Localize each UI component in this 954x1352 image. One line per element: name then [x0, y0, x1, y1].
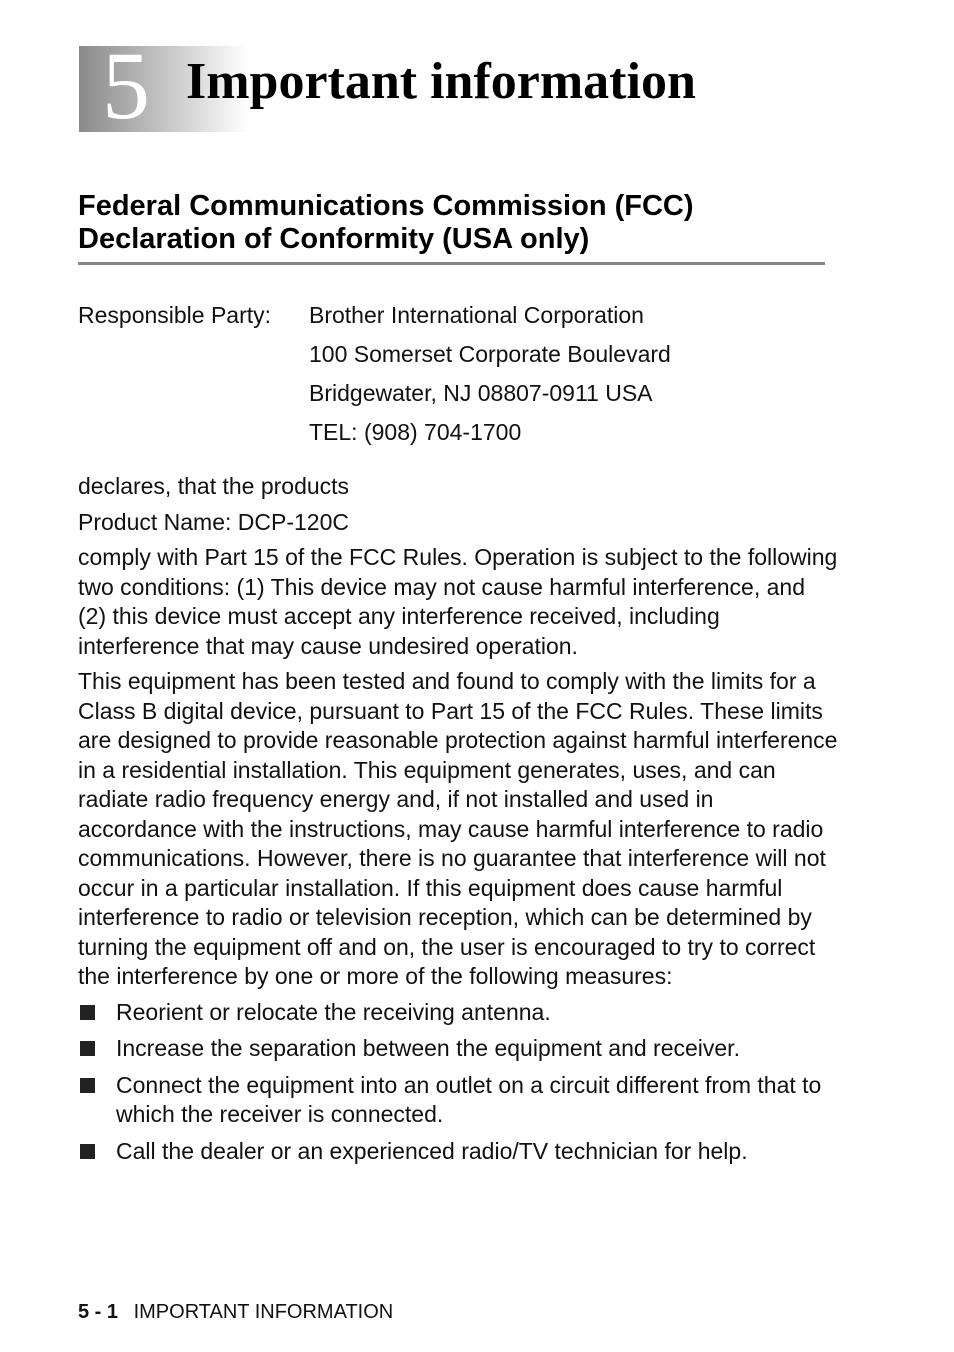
section-heading-line1: Federal Communications Commission (FCC): [78, 190, 694, 222]
product-name: Product Name: DCP-120C: [78, 508, 349, 535]
measure-text: Call the dealer or an experienced radio/TV technician for help.: [116, 1137, 748, 1164]
section-heading: [78, 190, 838, 256]
compliance-paragraph: comply with Part 15 of the FCC Rules. Operation is subject to the following two conditions: (1) This device may not cause harmful interference, and (2) this device must accept any interference received, including interference that may cause undesired operation.: [78, 544, 838, 659]
party-company: Brother International Corporation: [309, 302, 644, 328]
page-footer: [78, 1301, 393, 1324]
list-item: [78, 1034, 838, 1064]
list-item: [78, 998, 838, 1028]
party-phone: TEL: (908) 704-1700: [309, 419, 522, 445]
measure-text: Connect the equipment into an outlet on a circuit different from that to which the receiver is connected.: [116, 1071, 822, 1127]
page-number: 5 - 1: [78, 1301, 119, 1323]
measures-list: [78, 998, 838, 1167]
measure-text: Increase the separation between the equipment and receiver.: [116, 1035, 740, 1061]
list-item: [78, 1137, 838, 1167]
square-bullet-icon: [80, 1041, 95, 1056]
chapter-title: Important information: [186, 53, 696, 110]
party-street: 100 Somerset Corporate Boulevard: [309, 341, 671, 367]
square-bullet-icon: [80, 1005, 95, 1020]
party-city: Bridgewater, NJ 08807-0911 USA: [309, 380, 653, 406]
square-bullet-icon: [80, 1078, 95, 1093]
section-heading-line2: Declaration of Conformity (USA only): [78, 223, 590, 255]
class-b-paragraph: This equipment has been tested and found to comply with the limits for a Class B digital device, pursuant to Part 15 of the FCC Rules. These limits are designed to provide reasonable protection against harmful interference in a residential installation. This equipment generates, uses, and can radiate radio frequency energy and, if not installed and used in accordance with the instructions, may cause harmful interference to radio communications. However, there is no guarantee that interference will not occur in a particular installation. If this equipment does cause harmful interference to radio or television reception, which can be determined by turning the equipment off and on, the user is encouraged to try to correct the interference by one or more of the following measures:: [78, 668, 838, 989]
square-bullet-icon: [80, 1144, 95, 1159]
section-divider: [78, 262, 825, 265]
responsible-party-label: Responsible Party:: [78, 302, 272, 328]
list-item: [78, 1071, 838, 1130]
body-text: [78, 472, 838, 1173]
measure-text: Reorient or relocate the receiving antenna.: [116, 998, 551, 1025]
declaration-paragraph: declares, that the products: [78, 473, 350, 499]
footer-section-title: IMPORTANT INFORMATION: [133, 1301, 394, 1323]
chapter-number: 5: [102, 32, 150, 139]
